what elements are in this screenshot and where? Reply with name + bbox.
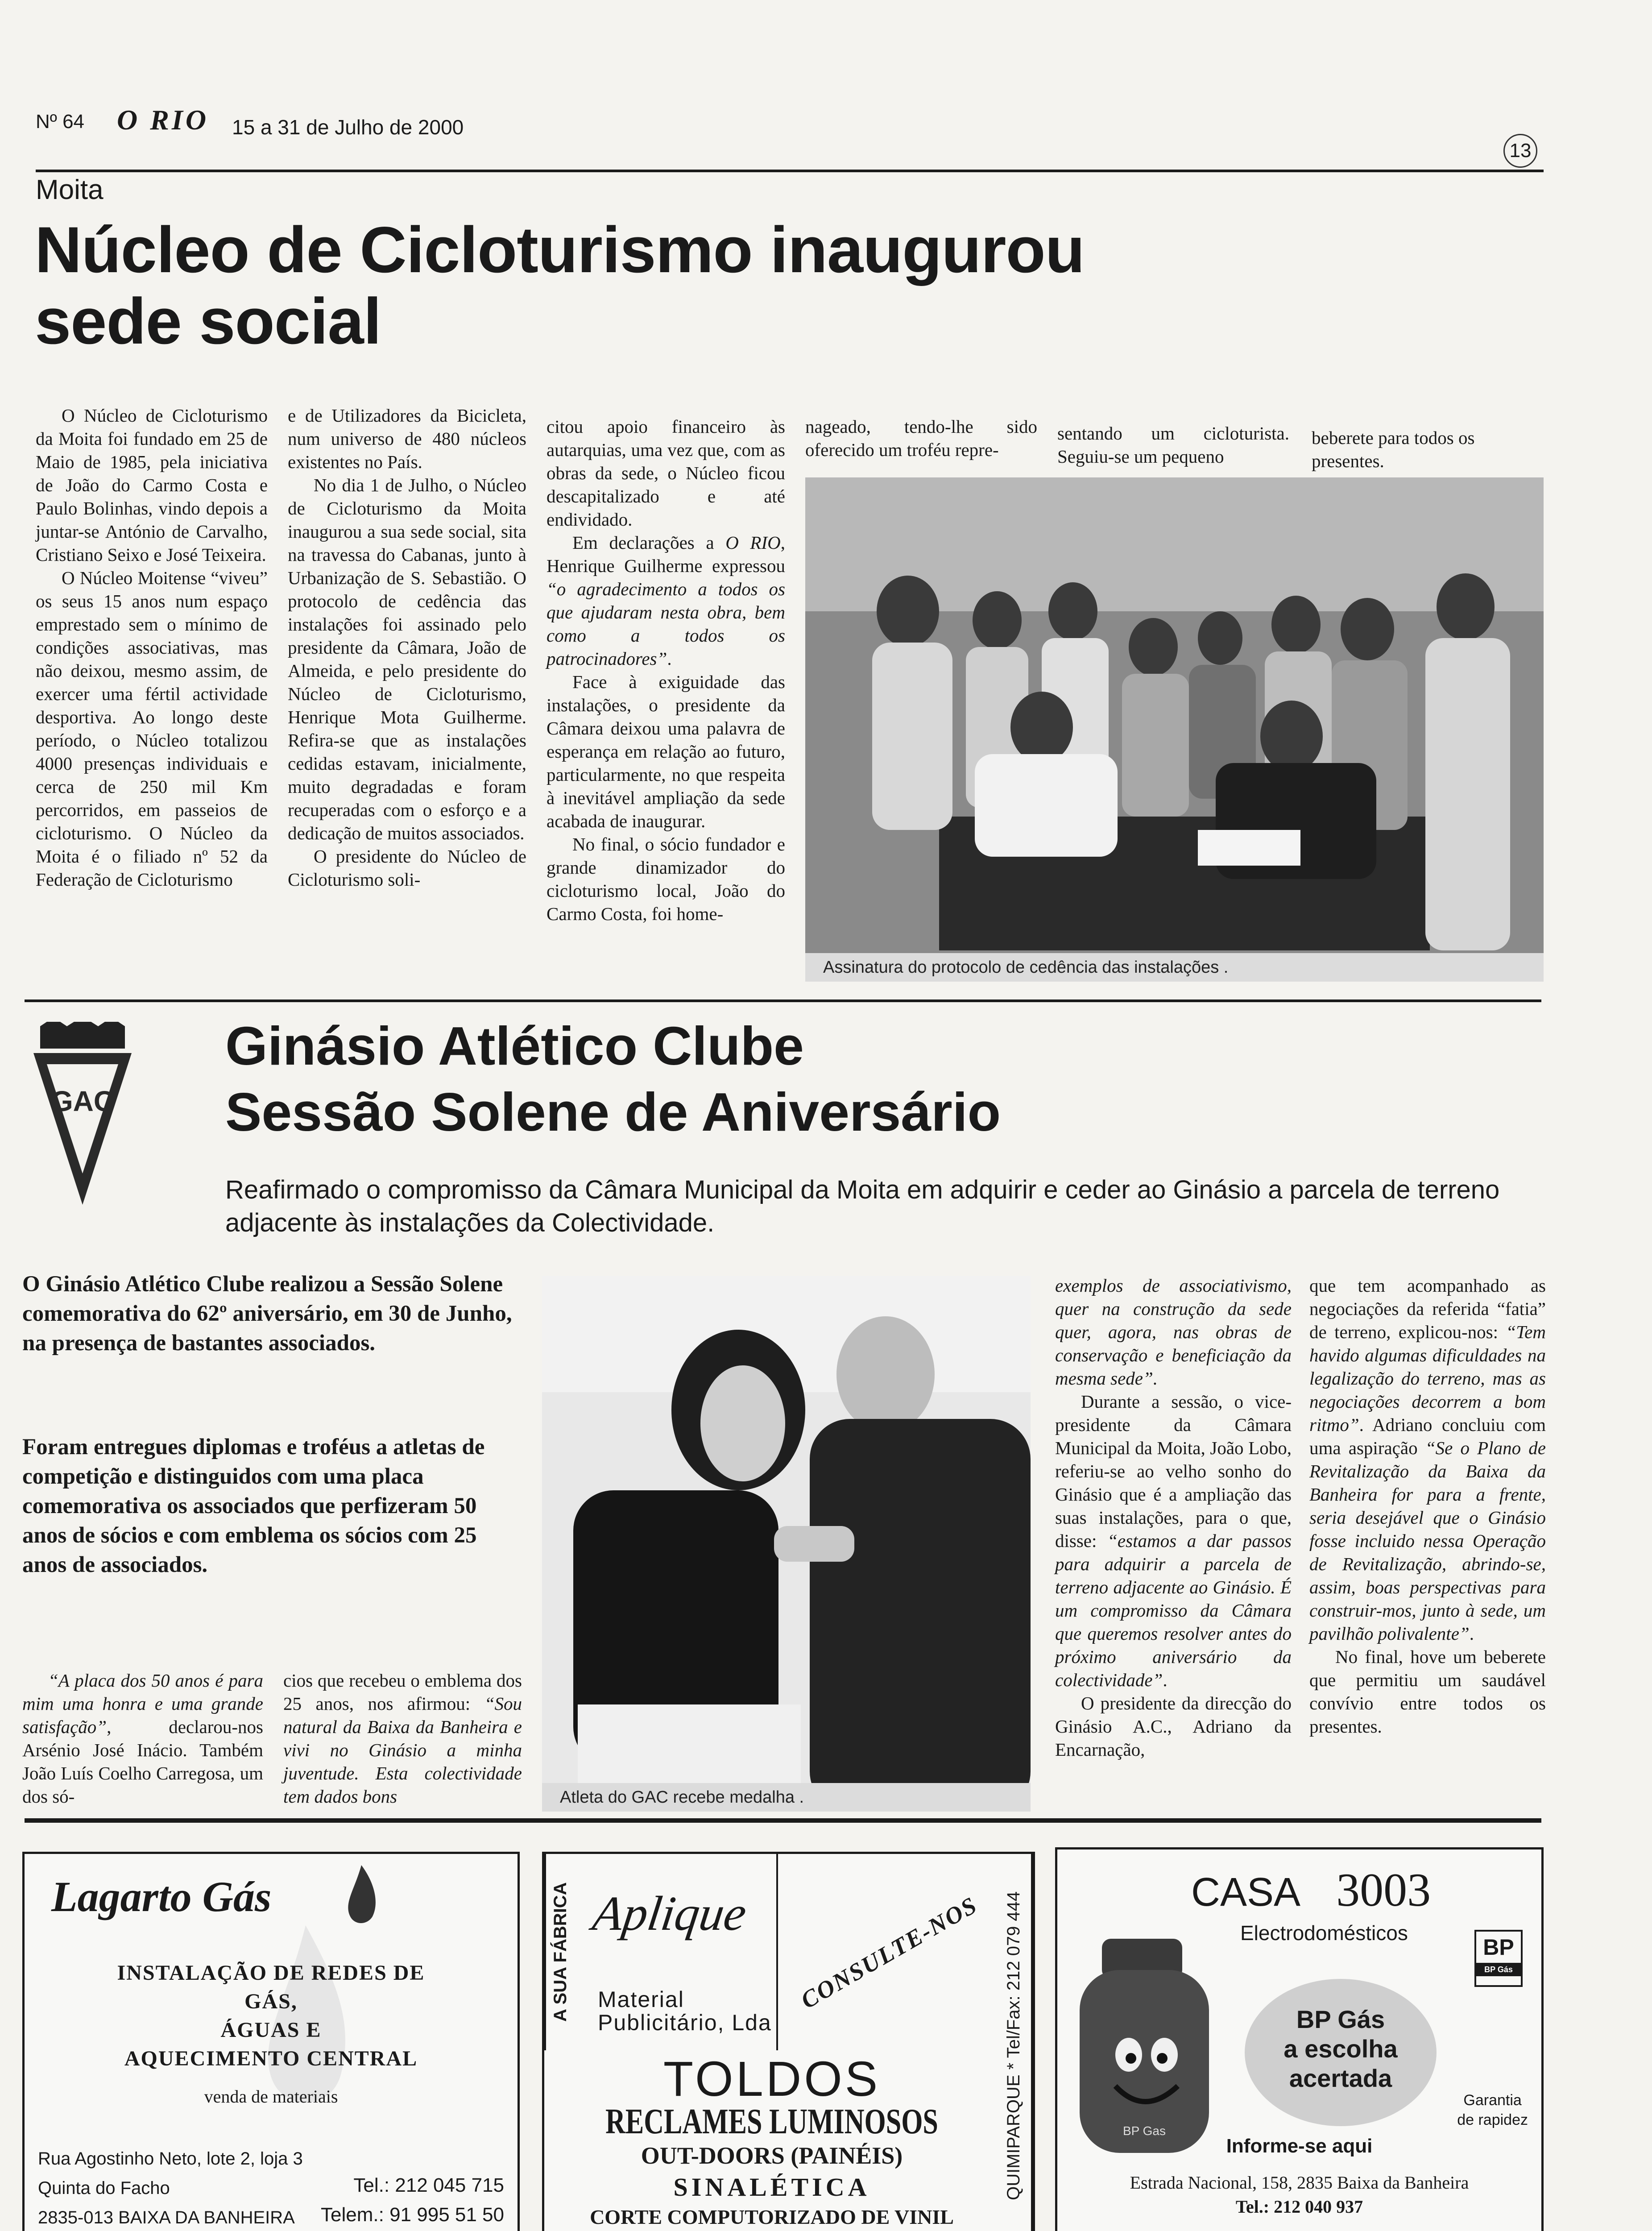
article2-title-line1: Ginásio Atlético Clube (225, 1016, 804, 1076)
casa-guarantee1: Garantia (1463, 2092, 1522, 2109)
gac-crest-text: GAC (50, 1085, 115, 1117)
article2-colD-text2: . Adriano concluiu com uma aspiração (1309, 1414, 1546, 1458)
article1-title (35, 214, 1085, 357)
flame-icon (341, 1863, 381, 1925)
article1-title-line1: Núcleo de Cicloturismo inaugurou (35, 213, 1085, 286)
casa-slogan2: a escolha (1284, 2035, 1398, 2063)
article1-col3-para4: No final, o sócio fundador e grande dinamizador do cicloturismo local, João do Carmo Costa, foi home- (547, 834, 785, 924)
ad-casa-3003 (1055, 1847, 1544, 2231)
article1-col6-text: beberete para todos os presentes. (1312, 427, 1475, 471)
article1-col3-para2 (547, 531, 785, 670)
article1-photo (805, 477, 1544, 982)
aplique-side-right: QUIMIPARQUE * Tel/Fax: 212 079 444 (996, 1854, 1033, 2231)
section-divider (25, 999, 1541, 1002)
article2-colC-quote: exemplos de associativismo, quer na construção da sede quer, agora, nas obras de conservação e beneficiação da mesma sede”. (1055, 1275, 1292, 1389)
article1-col4-text: nageado, tendo-lhe sido oferecido um troféu repre- (805, 416, 1037, 460)
article2-column-a (22, 1669, 263, 1808)
article1-col5-text: sentando um cicloturista. Seguiu-se um pequeno (1057, 423, 1289, 467)
article2-colD-text3: . (1469, 1623, 1474, 1644)
issue-number: Nº 64 (36, 111, 85, 133)
article2-colD-para1 (1309, 1274, 1546, 1645)
casa-slogan1: BP Gás (1296, 2005, 1385, 2033)
article2-colC-para3: O presidente da direcção do Ginásio A.C., Adriano da Encarnação, (1055, 1693, 1292, 1760)
lagarto-line2: GÁS, (244, 1990, 298, 2013)
article2-colA-quote: “A placa dos 50 anos é para mim uma honra e uma grande satisfação” (22, 1670, 263, 1737)
article1-column-2 (288, 404, 526, 891)
lagarto-address (38, 2144, 303, 2231)
aplique-consult: CONSULTE-NOS (796, 1891, 982, 2014)
casa-number: 3003 (1336, 1864, 1431, 1916)
article1-column-3 (547, 415, 785, 925)
casa-addr: Estrada Nacional, 158, 2835 Baixa da Banheira (1130, 2173, 1469, 2193)
article1-col2-para3: O presidente do Núcleo de Cicloturismo soli- (288, 846, 526, 890)
casa-slogan (1245, 1979, 1437, 2126)
article1-col3-para3: Face à exiguidade das instalações, o presidente da Câmara deixou uma palavra de esperança em relação ao futuro, particularmente, no que respeita à inevitável ampliação da sede acabada de inaugurar. (547, 672, 785, 831)
lagarto-line1: INSTALAÇÃO DE REDES DE (117, 1961, 425, 1985)
lagarto-line4: AQUECIMENTO CENTRAL (124, 2047, 418, 2070)
lagarto-line3: ÁGUAS E (220, 2018, 322, 2042)
lagarto-addr1: Rua Agostinho Neto, lote 2, loja 3 (38, 2149, 303, 2169)
article1-column-6 (1312, 426, 1544, 473)
casa-guarantee (1457, 2090, 1528, 2130)
article2-lead-1: O Ginásio Atlético Clube realizou a Sessão Solene comemorativa do 62º aniversário, em 30 de Junho, na presença de bastantes associados. (22, 1272, 512, 1356)
article1-col3-para1: citou apoio financeiro às autarquias, uma vez que, com as obras da sede, o Núcleo ficou descapitalizado e até endividado. (547, 416, 785, 530)
article1-col1-para2: O Núcleo Moitense “viveu” os seus 15 anos num espaço emprestado sem o mínimo de condições associativas, mas não deixou, mesmo assim, de exercer uma fértil actividade desportiva. Ao longo deste período, o Núcleo totalizou 4000 presenças individuais e cerca de 250 mil Km percorridos, em passeios de cicloturismo. O Núcleo da Moita é o filiado nº 52 da Federação de Cicloturismo (36, 568, 268, 890)
article1-column-4 (805, 415, 1037, 461)
photo-signing-illustration (805, 477, 1544, 982)
article2-colC-text2: . (1163, 1670, 1168, 1690)
article2-column-d (1309, 1274, 1546, 1738)
article1-col2-para1: e de Utilizadores da Bicicleta, num universo de 480 núcleos existentes no País. (288, 405, 526, 472)
article1-title-line2: sede social (35, 285, 381, 357)
aplique-line1: TOLDOS (663, 2052, 881, 2107)
article2-colC-text1: Durante a sessão, o vice-presidente da Câmara Municipal da Moita, João Lobo, referiu-se ao velho sonho do Ginásio que é a ampliação das suas instalações, para o que, disse: (1055, 1391, 1292, 1551)
lagarto-sales: venda de materiais (204, 2086, 338, 2107)
article1-column-5 (1057, 422, 1289, 468)
article2-photo (542, 1276, 1031, 1812)
aplique-logo-box (576, 1854, 778, 2050)
article2-colC-para1 (1055, 1274, 1292, 1390)
article2-colA-para (22, 1669, 263, 1808)
issue-date: 15 a 31 de Julho de 2000 (232, 116, 464, 139)
article1-col3-text2: , Henrique Guilherme expressou (547, 532, 785, 576)
lagarto-service (25, 1959, 518, 2073)
ad-lagarto-gas (22, 1852, 520, 2231)
article1-col1-para1: O Núcleo de Cicloturismo da Moita foi fundado em 25 de Maio de 1985, pela iniciativa de João do Carmo Costa e Paulo Bolinhas, vindo depois a juntar-se António de Carvalho, Cristiano Seixo e José Teixeira. (36, 405, 268, 565)
header-rule (36, 170, 1544, 172)
article1-col3-quote: “o agradecimento a todos os que ajudaram nesta obra, bem como a todos os patrocinadores” (547, 579, 785, 669)
lagarto-brand: Lagarto Gás (51, 1873, 272, 1920)
article1-col3-text: Em declarações a (572, 532, 726, 553)
article2-lead-2: Foram entregues diplomas e troféus a atletas de competição e distinguidos com uma placa comemorativa os associados que perfizeram 50 anos de sócios e com emblema os sócios com 25 anos de associados. (22, 1435, 485, 1577)
bp-logo (1474, 1930, 1523, 1987)
article1-photo-caption: Assinatura do protocolo de cedência das instalações . (805, 953, 1544, 982)
lagarto-phones (321, 2171, 504, 2230)
aplique-line4: SINALÉTICA (673, 2173, 870, 2202)
article2-photo-caption: Atleta do GAC recebe medalha . (542, 1783, 1031, 1812)
photo-medal-illustration (542, 1276, 1031, 1812)
bp-logo-text: BP (1483, 1935, 1514, 1960)
article2-title-line2: Sessão Solene de Aniversário (225, 1082, 1001, 1142)
article2-colB-text: cios que recebeu o emblema dos 25 anos, nos afirmou: (283, 1670, 522, 1714)
aplique-line2: RECLAMES LUMINOSOS (605, 2102, 938, 2142)
section-label: Moita (36, 174, 104, 205)
article1-col2-para2: No dia 1 de Julho, o Núcleo de Cicloturismo da Moita inaugurou a sua sede social, sita na travessa do Cabanas, junto à Urbanização de S. Sebastião. O protocolo de cedência das instalações foi assinado pelo presidente da Câmara, João de Almeida, e pelo presidente do Núcleo de Cicloturismo, Henrique Mota Guilherme. Refira-se que as instalações cedidas estavam, inicialmente, muito degradadas e foram recuperadas com o esforço e a dedicação de muitos associados. (288, 475, 526, 843)
article2-subtitle: Reafirmado o compromisso da Câmara Municipal da Moita em adquirir e ceder ao Ginásio a parcela de terreno adjacente às instalações da Colectividade. (225, 1175, 1500, 1237)
lagarto-addr2: Quinta do Facho (38, 2178, 170, 2198)
article2-colC-quote2: “estamos a dar passos para adquirir a parcela de terreno adjacente ao Ginásio. É um compromisso da Câmara que queremos resolver antes do próximo aniversário da colectividade” (1055, 1530, 1292, 1690)
article1-col3-end: . (667, 648, 672, 669)
aplique-sub (598, 1988, 772, 2034)
article2-colD-quote1: “Tem havido algumas dificuldades na legalização do terreno, mas as negociações decorrem a bom ritmo” (1309, 1322, 1546, 1435)
article2-colB-quote: “Sou natural da Baixa da Banheira e vivi no Ginásio a minha juventude. Esta colectividade tem dados bons (283, 1693, 522, 1807)
lagarto-addr3: 2835-013 BAIXA DA BANHEIRA (38, 2208, 295, 2227)
page-number: 13 (1503, 134, 1537, 168)
article2-colC-para2 (1055, 1390, 1292, 1692)
casa-name: CASA (1191, 1870, 1299, 1915)
article2-colA-text: , declarou-nos Arsénio José Inácio. Também João Luís Coelho Carregosa, um dos só- (22, 1717, 263, 1807)
article2-colD-para2: No final, hove um beberete que permitiu um saudável convívio entre todos os presentes. (1309, 1646, 1546, 1737)
casa-info: Informe-se aqui (1226, 2135, 1373, 2157)
aplique-line5: CORTE COMPUTORIZADO DE VINIL (590, 2206, 954, 2228)
ad-aplique (542, 1852, 1035, 2231)
casa-tel: Tel.: 212 040 937 (1235, 2197, 1363, 2217)
paper-logo: O RIO (117, 104, 209, 136)
cylinder-label: BP Gas (1123, 2124, 1166, 2138)
bp-logo-small: BP Gás (1476, 1963, 1521, 1976)
lagarto-tel: Tel.: 212 045 715 (353, 2174, 504, 2196)
gac-crest-logo (27, 1022, 138, 1209)
article2-title (225, 1013, 1001, 1145)
casa-guarantee2: de rapidez (1457, 2111, 1528, 2128)
aplique-sub2: Publicitário, Lda (598, 2010, 772, 2035)
article2-colD-quote2: “Se o Plano de Revitalização da Baixa da Banheira for para a frente, seria desejável que o Ginásio fosse incluido nessa Operação de Revitalização, abrindo-se, assim, boas perspectivas para construir-mos, junto à sede, um pavilhão polivalente” (1309, 1438, 1546, 1644)
article2-column-c (1055, 1274, 1292, 1761)
ads-divider (25, 1818, 1541, 1823)
article1-col3-paper: O RIO (725, 532, 781, 553)
aplique-line3: OUT-DOORS (PAINÉIS) (641, 2142, 903, 2169)
article1-column-1 (36, 404, 268, 891)
article2-column-b (283, 1669, 522, 1808)
aplique-sub1: Material (598, 1987, 684, 2012)
article2-colD-text1: que tem acompanhado as negociações da referida “fatia” de terreno, explicou-nos: (1309, 1275, 1546, 1342)
casa-title (1191, 1863, 1431, 1917)
gas-cylinder-icon (1066, 1934, 1227, 2166)
casa-sub: Electrodomésticos (1240, 1921, 1408, 1945)
aplique-brand: Aplique (589, 1886, 750, 1941)
lagarto-telem: Telem.: 91 995 51 50 (321, 2204, 504, 2226)
aplique-side-left: A SUA FÁBRICA (544, 1854, 575, 2050)
article2-colB-para (283, 1669, 522, 1808)
casa-slogan3: acertada (1289, 2064, 1392, 2092)
casa-address (1057, 2171, 1541, 2219)
aplique-services (571, 2052, 973, 2231)
